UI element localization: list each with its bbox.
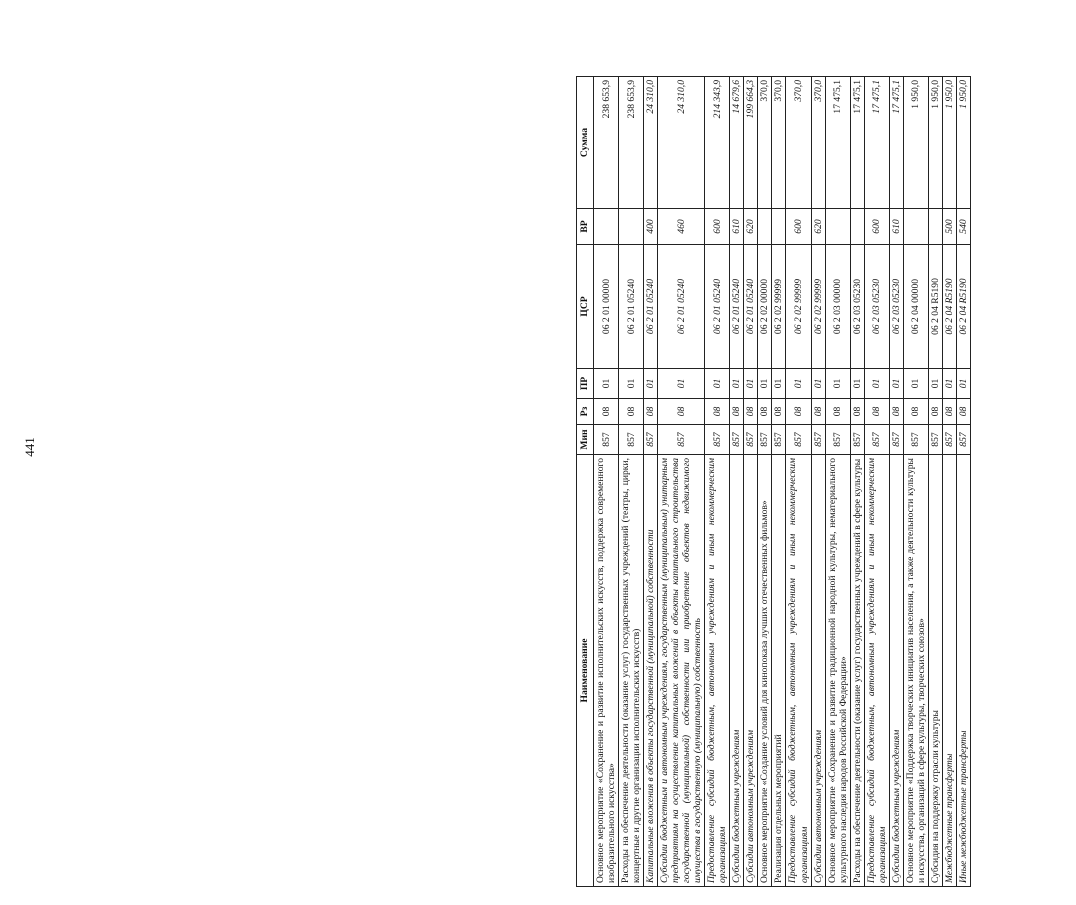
- header-rz: Рз: [577, 399, 594, 425]
- cell-vr: [850, 209, 864, 245]
- cell-csr: 06 2 01 05240: [644, 245, 658, 369]
- cell-min: 857: [594, 425, 619, 455]
- cell-vr: 620: [811, 209, 825, 245]
- cell-vr: [928, 209, 942, 245]
- table-row: [730, 77, 744, 887]
- cell-min: 857: [730, 425, 744, 455]
- table-row: [705, 77, 730, 887]
- cell-min: 857: [758, 425, 772, 455]
- cell-csr: 06 2 03 00000: [825, 245, 850, 369]
- cell-csr: 06 2 01 05240: [619, 245, 644, 369]
- cell-sum: 1 950,0: [956, 77, 970, 209]
- cell-csr: 06 2 02 00000: [758, 245, 772, 369]
- cell-pr: 01: [730, 369, 744, 399]
- cell-vr: 400: [644, 209, 658, 245]
- cell-csr: 06 2 02 99999: [811, 245, 825, 369]
- cell-pr: 01: [903, 369, 928, 399]
- cell-sum: 370,0: [772, 77, 786, 209]
- cell-pr: 01: [658, 369, 705, 399]
- cell-csr: 06 2 01 00000: [594, 245, 619, 369]
- header-vr: ВР: [577, 209, 594, 245]
- cell-pr: 01: [956, 369, 970, 399]
- cell-vr: [772, 209, 786, 245]
- cell-rz: 08: [594, 399, 619, 425]
- table-row: [644, 77, 658, 887]
- cell-csr: 06 2 03 05230: [889, 245, 903, 369]
- cell-rz: 08: [942, 399, 956, 425]
- cell-sum: 370,0: [786, 77, 811, 209]
- table-header-row: [577, 77, 594, 887]
- cell-rz: 08: [811, 399, 825, 425]
- cell-min: 857: [825, 425, 850, 455]
- cell-vr: 610: [730, 209, 744, 245]
- cell-pr: 01: [744, 369, 758, 399]
- table-row: [864, 77, 889, 887]
- cell-sum: 1 950,0: [942, 77, 956, 209]
- table-row: [928, 77, 942, 887]
- cell-min: 857: [864, 425, 889, 455]
- cell-min: 857: [658, 425, 705, 455]
- cell-csr: 06 2 02 99999: [772, 245, 786, 369]
- cell-pr: 01: [864, 369, 889, 399]
- cell-sum: 17 475,1: [850, 77, 864, 209]
- cell-min: 857: [850, 425, 864, 455]
- cell-name: Основное мероприятие «Поддержка творческих инициатив населения, а также деятельности культуры и искусства, организаций в сфере культуры, творческих союзов»: [903, 455, 928, 887]
- cell-min: 857: [942, 425, 956, 455]
- header-pr: ПР: [577, 369, 594, 399]
- cell-vr: 600: [786, 209, 811, 245]
- table-row: [772, 77, 786, 887]
- cell-vr: 500: [942, 209, 956, 245]
- cell-rz: 08: [658, 399, 705, 425]
- cell-pr: 01: [705, 369, 730, 399]
- cell-sum: 24 310,0: [644, 77, 658, 209]
- cell-pr: 01: [619, 369, 644, 399]
- cell-name: Иные межбюджетные трансферты: [956, 455, 970, 887]
- page-number: 441: [22, 437, 37, 457]
- cell-rz: 08: [786, 399, 811, 425]
- cell-min: 857: [786, 425, 811, 455]
- cell-vr: [903, 209, 928, 245]
- cell-name: Капитальные вложения в объекты государственной (муниципальной) собственности: [644, 455, 658, 887]
- cell-name: Предоставление субсидий бюджетным, автономным учреждениям и иным некоммерческим организациям: [864, 455, 889, 887]
- cell-rz: 08: [744, 399, 758, 425]
- table-row: [889, 77, 903, 887]
- cell-name: Основное мероприятие «Сохранение и развитие традиционной народной культуры, нематериального культурного наследия народов Российской Федерации»: [825, 455, 850, 887]
- cell-rz: 08: [758, 399, 772, 425]
- cell-name: Субсидии автономным учреждениям: [744, 455, 758, 887]
- cell-name: Основное мероприятие «Сохранение и развитие исполнительских искусств, поддержка современного изобразительного искусства»: [594, 455, 619, 887]
- cell-pr: 01: [811, 369, 825, 399]
- cell-name: Расходы на обеспечение деятельности (оказание услуг) государственных учреждений (театры, цирки, концертные и другие организации исполнительских искусств): [619, 455, 644, 887]
- cell-sum: 14 679,6: [730, 77, 744, 209]
- cell-rz: 08: [889, 399, 903, 425]
- budget-table: [576, 76, 971, 887]
- table-row: [903, 77, 928, 887]
- table-row: [956, 77, 970, 887]
- cell-csr: 06 2 01 05240: [730, 245, 744, 369]
- cell-csr: 06 2 04 R5190: [956, 245, 970, 369]
- cell-vr: [594, 209, 619, 245]
- cell-rz: 08: [705, 399, 730, 425]
- cell-pr: 01: [928, 369, 942, 399]
- table-row: [825, 77, 850, 887]
- table-body: [594, 77, 971, 887]
- cell-min: 857: [619, 425, 644, 455]
- cell-vr: 540: [956, 209, 970, 245]
- cell-pr: 01: [644, 369, 658, 399]
- budget-table-container: [576, 77, 1076, 887]
- cell-name: Субсидии бюджетным и автономным учреждениям, государственным (муниципальным) унитарным предприятиям на осуществление капитальных вложений в объекты капитального строительства государственной (муниципальной) собственности или приобретение объектов недвижимого имущества в государственную (муниципальную) собственность: [658, 455, 705, 887]
- cell-rz: 08: [825, 399, 850, 425]
- cell-csr: 06 2 01 05240: [744, 245, 758, 369]
- cell-min: 857: [903, 425, 928, 455]
- cell-sum: 199 664,3: [744, 77, 758, 209]
- header-sum: Сумма: [577, 77, 594, 209]
- cell-name: Основное мероприятие «Создание условий для кинопоказа лучших отечественных фильмов»: [758, 455, 772, 887]
- cell-vr: 600: [705, 209, 730, 245]
- table-row: [811, 77, 825, 887]
- cell-csr: 06 2 02 99999: [786, 245, 811, 369]
- cell-csr: 06 2 04 R5190: [928, 245, 942, 369]
- cell-sum: 370,0: [758, 77, 772, 209]
- cell-name: Предоставление субсидий бюджетным, автономным учреждениям и иным некоммерческим организациям: [786, 455, 811, 887]
- table-row: [619, 77, 644, 887]
- table-row: [594, 77, 619, 887]
- cell-sum: 214 343,9: [705, 77, 730, 209]
- cell-rz: 08: [864, 399, 889, 425]
- cell-pr: 01: [850, 369, 864, 399]
- cell-min: 857: [644, 425, 658, 455]
- cell-vr: [825, 209, 850, 245]
- cell-csr: 06 2 01 05240: [705, 245, 730, 369]
- table-row: [850, 77, 864, 887]
- cell-pr: 01: [594, 369, 619, 399]
- cell-sum: 17 475,1: [889, 77, 903, 209]
- table-row: [744, 77, 758, 887]
- cell-rz: 08: [730, 399, 744, 425]
- header-min: Мин: [577, 425, 594, 455]
- cell-name: Предоставление субсидий бюджетным, автономным учреждениям и иным некоммерческим организациям: [705, 455, 730, 887]
- cell-min: 857: [811, 425, 825, 455]
- cell-rz: 08: [928, 399, 942, 425]
- cell-name: Реализация отдельных мероприятий: [772, 455, 786, 887]
- table-row: [786, 77, 811, 887]
- cell-rz: 08: [956, 399, 970, 425]
- table-row: [758, 77, 772, 887]
- cell-csr: 06 2 03 05230: [864, 245, 889, 369]
- cell-name: Субсидия на поддержку отрасли культуры: [928, 455, 942, 887]
- cell-name: Расходы на обеспечение деятельности (оказание услуг) государственных учреждений в сфере культуры: [850, 455, 864, 887]
- cell-min: 857: [744, 425, 758, 455]
- cell-name: Межбюджетные трансферты: [942, 455, 956, 887]
- cell-rz: 08: [772, 399, 786, 425]
- cell-name: Субсидии автономным учреждениям: [811, 455, 825, 887]
- cell-pr: 01: [942, 369, 956, 399]
- cell-name: Субсидии бюджетным учреждениям: [730, 455, 744, 887]
- cell-sum: 1 950,0: [903, 77, 928, 209]
- cell-sum: 24 310,0: [658, 77, 705, 209]
- cell-name: Субсидии бюджетным учреждениям: [889, 455, 903, 887]
- cell-rz: 08: [644, 399, 658, 425]
- cell-pr: 01: [772, 369, 786, 399]
- cell-csr: 06 2 03 05230: [850, 245, 864, 369]
- cell-pr: 01: [889, 369, 903, 399]
- cell-sum: 370,0: [811, 77, 825, 209]
- header-csr: ЦСР: [577, 245, 594, 369]
- cell-min: 857: [956, 425, 970, 455]
- cell-vr: 610: [889, 209, 903, 245]
- cell-rz: 08: [619, 399, 644, 425]
- cell-sum: 1 950,0: [928, 77, 942, 209]
- cell-sum: 238 653,9: [594, 77, 619, 209]
- cell-sum: 17 475,1: [864, 77, 889, 209]
- cell-pr: 01: [786, 369, 811, 399]
- cell-sum: 17 475,1: [825, 77, 850, 209]
- cell-vr: 620: [744, 209, 758, 245]
- cell-pr: 01: [758, 369, 772, 399]
- cell-csr: 06 2 01 05240: [658, 245, 705, 369]
- cell-rz: 08: [903, 399, 928, 425]
- cell-min: 857: [772, 425, 786, 455]
- cell-csr: 06 2 04 00000: [903, 245, 928, 369]
- cell-vr: 600: [864, 209, 889, 245]
- cell-vr: 460: [658, 209, 705, 245]
- cell-vr: [619, 209, 644, 245]
- cell-csr: 06 2 04 R5190: [942, 245, 956, 369]
- table-row: [658, 77, 705, 887]
- cell-rz: 08: [850, 399, 864, 425]
- cell-vr: [758, 209, 772, 245]
- cell-pr: 01: [825, 369, 850, 399]
- cell-min: 857: [889, 425, 903, 455]
- header-name: Наименование: [577, 455, 594, 887]
- cell-sum: 238 653,9: [619, 77, 644, 209]
- cell-min: 857: [705, 425, 730, 455]
- table-row: [942, 77, 956, 887]
- cell-min: 857: [928, 425, 942, 455]
